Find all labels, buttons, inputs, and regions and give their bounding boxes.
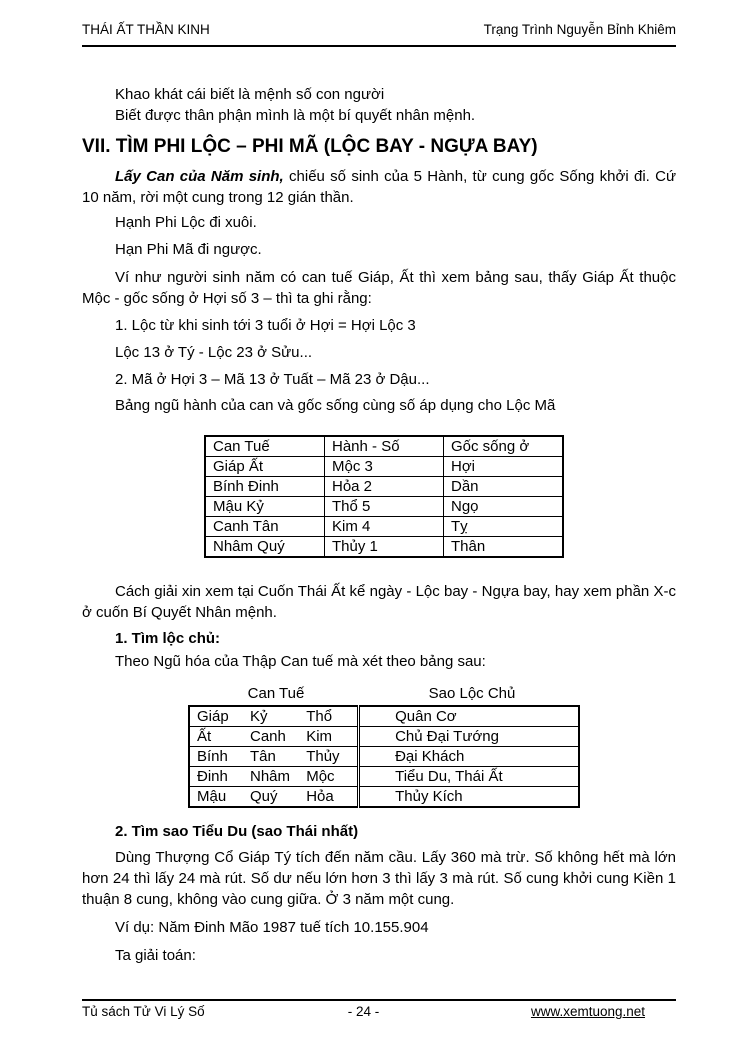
table1-column-header: Hành - Số bbox=[325, 436, 444, 457]
table-cell: Thủy Kích bbox=[359, 787, 579, 808]
page-footer bbox=[82, 999, 676, 1020]
table-cell: Giáp bbox=[189, 706, 250, 727]
table1-column-header: Can Tuế bbox=[205, 436, 325, 457]
table-cell: Nhâm Quý bbox=[205, 537, 325, 558]
table-cell: Mậu bbox=[189, 787, 250, 808]
table-cell: Mộc bbox=[306, 767, 358, 787]
para-lead-bold-italic: Lấy Can của Năm sinh, bbox=[115, 168, 284, 185]
table-cell: Thủy bbox=[306, 747, 358, 767]
list-item-1: 1. Lộc từ khi sinh tới 3 tuổi ở Hợi = Hợi Lộc 3 bbox=[115, 317, 416, 334]
para-cach-giai: Cách giải xin xem tại Cuốn Thái Ất kể ngày - Lộc bay - Ngựa bay, hay xem phần X-c ở cuốn Bí Quyết Nhân mệnh. bbox=[82, 583, 676, 621]
table-cell: Nhâm bbox=[250, 767, 306, 787]
table-cell: Đại Khách bbox=[359, 747, 579, 767]
table-row bbox=[189, 767, 579, 787]
line-phi-loc: Hạnh Phi Lộc đi xuôi. bbox=[115, 214, 257, 231]
table-row bbox=[205, 497, 563, 517]
table-row bbox=[205, 457, 563, 477]
para-lead-rest: chiếu số sinh của 5 Hành, từ cung gốc Sống khởi đi. Cứ 10 năm, rời một cung trong 12 gián thần. bbox=[82, 168, 677, 206]
table-row bbox=[205, 477, 563, 497]
table-row bbox=[205, 537, 563, 558]
loc-chu-table bbox=[188, 705, 580, 808]
table-cell: Ất bbox=[189, 727, 250, 747]
table-cell: Hợi bbox=[444, 457, 564, 477]
table-row bbox=[189, 747, 579, 767]
para-ta-giai: Ta giải toán: bbox=[115, 947, 196, 964]
table-cell: Canh bbox=[250, 727, 306, 747]
table-row bbox=[189, 706, 579, 727]
table-cell: Thân bbox=[444, 537, 564, 558]
table-cell: Bính bbox=[189, 747, 250, 767]
table-cell: Tỵ bbox=[444, 517, 564, 537]
table-cell: Bính Đinh bbox=[205, 477, 325, 497]
table1-caption: Bảng ngũ hành của can và gốc sống cùng số áp dụng cho Lộc Mã bbox=[115, 397, 556, 414]
table-cell: Chủ Đại Tướng bbox=[359, 727, 579, 747]
para-dung-thuong: Dùng Thượng Cổ Giáp Tý tích đến năm cầu. Lấy 360 mà trừ. Số không hết mà lớn hơn 24 thì lấy 24 mà rút. Số dư nếu lớn hơn 3 thì lấy 3 mà rút. Số cung khởi cung Kiền 1 thuận 8 cung, không vào cung giữa. Ở 3 năm một cung. bbox=[82, 849, 676, 908]
table1-header-row bbox=[205, 436, 563, 457]
list-item-3: 2. Mã ở Hợi 3 – Mã 13 ở Tuất – Mã 23 ở Dậu... bbox=[115, 371, 430, 388]
para-theo-ngu: Theo Ngũ hóa của Thập Can tuế mà xét theo bảng sau: bbox=[115, 653, 486, 670]
table-cell: Giáp Ất bbox=[205, 457, 325, 477]
table-cell: Quân Cơ bbox=[359, 706, 579, 727]
table1-column-header: Gốc sống ở bbox=[444, 436, 564, 457]
section-heading: VII. TÌM PHI LỘC – PHI MÃ (LỘC BAY - NGỰA BAY) bbox=[82, 136, 538, 157]
page-header bbox=[82, 0, 676, 47]
quote-line-1: Khao khát cái biết là mệnh số con người bbox=[115, 86, 385, 103]
table-cell: Hỏa bbox=[306, 787, 358, 808]
table-cell: Mộc 3 bbox=[325, 457, 444, 477]
para-lay-can bbox=[82, 166, 676, 208]
table-cell: Quý bbox=[250, 787, 306, 808]
table-cell: Ngọ bbox=[444, 497, 564, 517]
table-cell: Đinh bbox=[189, 767, 250, 787]
para-vi-nhu: Ví như người sinh năm có can tuế Giáp, Ất thì xem bảng sau, thấy Giáp Ất thuộc Mộc - gốc sống ở Hợi số 3 – thì ta ghi rằng: bbox=[82, 269, 676, 307]
table-row bbox=[189, 787, 579, 808]
header-author: Trạng Trình Nguyễn Bỉnh Khiêm bbox=[483, 22, 676, 37]
table-cell: Tiểu Du, Thái Ất bbox=[359, 767, 579, 787]
footer-series-title: Tủ sách Tử Vi Lý Số bbox=[82, 1004, 205, 1019]
header-book-title: THÁI ẤT THẦN KINH bbox=[82, 22, 210, 37]
table-cell: Canh Tân bbox=[205, 517, 325, 537]
para-vi-du: Ví dụ: Năm Đinh Mão 1987 tuế tích 10.155.904 bbox=[115, 919, 429, 936]
table-cell: Kim 4 bbox=[325, 517, 444, 537]
table-row bbox=[205, 517, 563, 537]
table-row bbox=[189, 727, 579, 747]
table2-group-headers bbox=[188, 685, 580, 703]
quote-line-2: Biết được thân phận mình là một bí quyết nhân mệnh. bbox=[115, 107, 476, 124]
table-cell: Tân bbox=[250, 747, 306, 767]
table-cell: Kỷ bbox=[250, 706, 306, 727]
subsection-2-heading: 2. Tìm sao Tiểu Du (sao Thái nhất) bbox=[115, 823, 359, 840]
loc-chu-table-block bbox=[188, 685, 580, 808]
table-cell: Hỏa 2 bbox=[325, 477, 444, 497]
footer-website-link[interactable]: www.xemtuong.net bbox=[530, 1004, 646, 1019]
table-cell: Dần bbox=[444, 477, 564, 497]
subsection-1-heading: 1. Tìm lộc chủ: bbox=[115, 630, 221, 647]
table-cell: Mậu Kỷ bbox=[205, 497, 325, 517]
table-cell: Thổ bbox=[306, 706, 358, 727]
line-phi-ma: Hạn Phi Mã đi ngược. bbox=[115, 241, 262, 258]
table-cell: Thổ 5 bbox=[325, 497, 444, 517]
footer-right-area bbox=[457, 1004, 676, 1020]
table2-header-sao-loc-chu: Sao Lộc Chủ bbox=[428, 685, 516, 702]
table2-header-can-tue: Can Tuế bbox=[247, 685, 305, 702]
footer-page-number: - 24 - bbox=[347, 1004, 380, 1019]
page-content bbox=[82, 0, 676, 966]
list-item-2: Lộc 13 ở Tý - Lộc 23 ở Sửu... bbox=[115, 344, 313, 361]
five-elements-table bbox=[204, 435, 564, 558]
table-cell: Kim bbox=[306, 727, 358, 747]
table-cell: Thủy 1 bbox=[325, 537, 444, 558]
